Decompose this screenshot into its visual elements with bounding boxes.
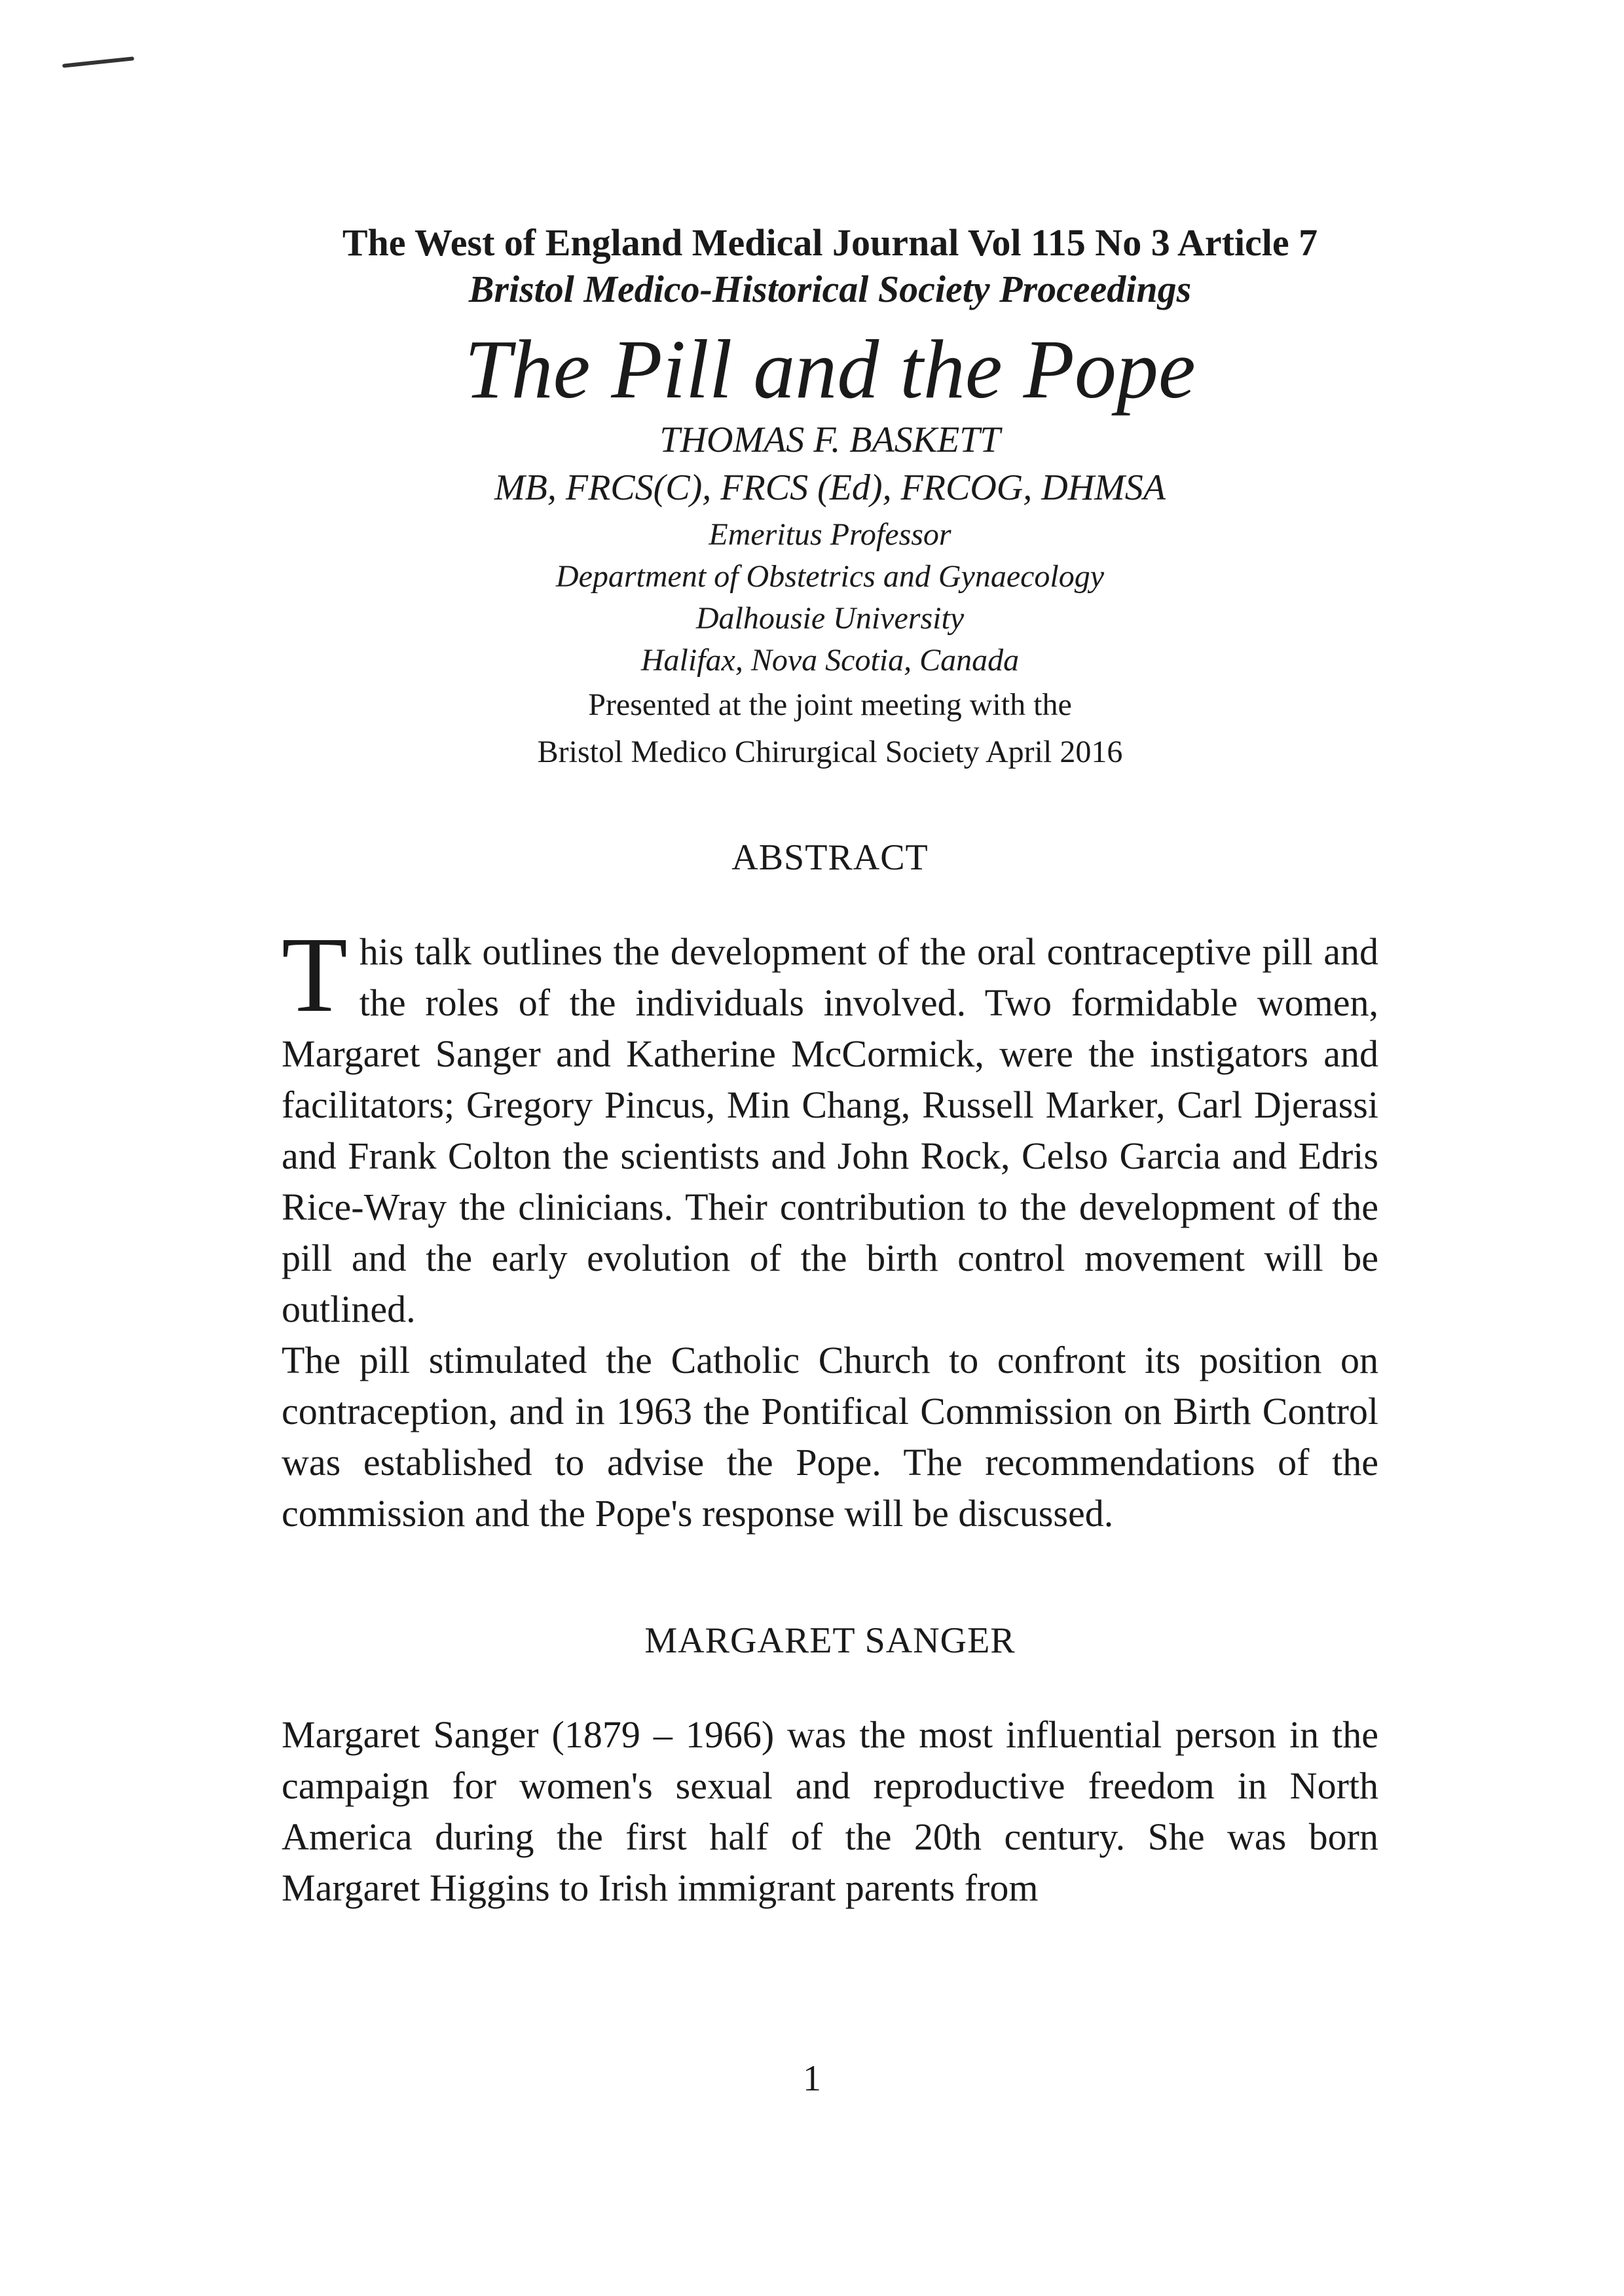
abstract-paragraph-2: The pill stimulated the Catholic Church to confront its position on contraception, and in 1963 the Pontifical Commission on Birth Control was established to advise the Pope. The recommendations of the commission and the Pope's response will be discussed. <box>282 1339 1378 1535</box>
author-position: Emeritus Professor <box>709 517 951 552</box>
presented-line-2: Bristol Medico Chirurgical Society April 2016 <box>537 735 1123 769</box>
author-name: THOMAS F. BASKETT <box>659 420 1001 460</box>
author-location: Halifax, Nova Scotia, Canada <box>640 643 1020 678</box>
page-number: 1 <box>803 2058 821 2099</box>
page-content <box>282 219 1378 1914</box>
article-title: The Pill and the Pope <box>464 323 1196 416</box>
abstract-paragraph-1 <box>282 915 1378 1335</box>
section-heading-margaret-sanger: MARGARET SANGER <box>644 1620 1016 1661</box>
journal-citation: The West of England Medical Journal Vol 115 No 3 Article 7 <box>342 221 1318 264</box>
abstract-paragraph-1-text: his talk outlines the development of the oral contraceptive pill and the roles of the individuals involved. Two formidable women, Margaret Sanger and Katherine McCormick, were the instigators and facilitators; Gregory Pincus, Min Chang, Russell Marker, Carl Djerassi and Frank Colton the scientists and John Rock, Celso Garcia and Edris Rice-Wray the clinicians. Their contribution to the development of the pill and the early evolution of the birth control movement will be outlined. <box>282 930 1378 1330</box>
proceedings-title: Bristol Medico-Historical Society Proceedings <box>468 268 1192 310</box>
author-university: Dalhousie University <box>695 601 965 636</box>
presented-line-1: Presented at the joint meeting with the <box>588 687 1072 722</box>
scan-pen-mark <box>62 56 134 67</box>
author-department: Department of Obstetrics and Gynaecology <box>555 559 1105 594</box>
abstract-heading: ABSTRACT <box>731 837 929 878</box>
drop-cap: T <box>282 915 348 1034</box>
author-qualifications: MB, FRCS(C), FRCS (Ed), FRCOG, DHMSA <box>494 467 1166 508</box>
section-paragraph: Margaret Sanger (1879 – 1966) was the most influential person in the campaign for women's sexual and reproductive freedom in North America during the first half of the 20th century. She was born Margaret Higgins to Irish immigrant parents from <box>282 1713 1378 1909</box>
